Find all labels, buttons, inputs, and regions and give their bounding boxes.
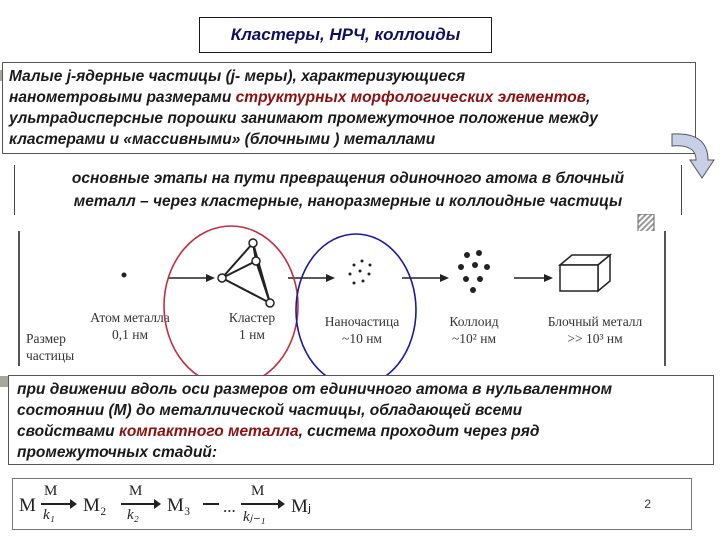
stages-line-1: основные этапы на пути превращения одиночного атома в блочный (71, 170, 625, 187)
motion-text (8, 375, 714, 465)
cluster-size: 1 нм (239, 327, 265, 342)
axis-label-line-2: частицы (26, 348, 75, 363)
formula-dots: ... (223, 497, 236, 516)
axis-label-line-1: Размер (26, 331, 66, 346)
definition-line-4: кластерами и «массивными» (блочными ) металлами (9, 131, 436, 148)
atom-name: Атом металла (90, 310, 170, 325)
formula-over-1: M (44, 483, 58, 499)
definition-highlight: структурных морфологических элементов (235, 89, 587, 106)
formula-arrow-3 (241, 503, 281, 505)
motion-line-4: промежуточных стадий: (17, 444, 218, 461)
label-colloid (424, 313, 524, 347)
atom-size: 0,1 нм (111, 327, 149, 342)
stages-line-2: металл – через кластерные, наноразмерные и коллоидные частицы (73, 193, 623, 210)
formula-k2: k₂ (127, 507, 139, 523)
definition-line-2-start: нанометровыми размерами (9, 89, 236, 106)
bulk-metal-shape (560, 255, 610, 291)
cluster-highlight-circle (164, 226, 298, 386)
motion-line-2: состоянии (М) до металлической частицы, обладающей всеми (17, 402, 523, 419)
formula-arrow-2 (121, 503, 157, 505)
formula-arrowhead (70, 499, 78, 509)
formula-mj: Mⱼ (291, 496, 312, 517)
formula-arrowhead (154, 499, 162, 509)
formula-arrowhead (278, 499, 286, 509)
bulk-metal-size: >> 10³ нм (567, 331, 623, 346)
motion-line-1: при движении вдоль оси размеров от единичного атома в нульвалентном (17, 381, 613, 398)
atom-dot (122, 273, 127, 278)
motion-line-3-end: , система проходит через ряд (298, 423, 540, 440)
arrow-head (440, 274, 449, 282)
motion-highlight: компактного металла (118, 423, 299, 440)
colloid-shape (458, 250, 490, 293)
formula-kj-1: kⱼ₋₁ (243, 509, 266, 525)
nanoparticle-size: ~10 нм (342, 331, 382, 346)
colloid-size: ~10² нм (452, 331, 496, 346)
formula-dash (203, 503, 219, 505)
cluster-name: Кластер (228, 310, 276, 325)
formula-m3: M₃ (167, 495, 191, 516)
arrow-head (544, 274, 553, 282)
definition-line-2 (9, 87, 689, 108)
slide-title: Кластеры, НРЧ, коллоиды (199, 17, 492, 53)
definition-line-2-end: , (586, 89, 591, 106)
formula-m2: M₂ (83, 495, 107, 516)
motion-line-3-start: свойствами (17, 423, 119, 440)
label-bulk-metal (538, 313, 652, 347)
formula-over-2: M (129, 483, 143, 499)
colloid-name: Коллоид (449, 314, 499, 329)
formula-arrow-1 (41, 503, 73, 505)
nanoparticle-highlight-circle (296, 234, 416, 386)
formula-k1: k₁ (43, 507, 55, 523)
formula-m: M (19, 495, 36, 516)
definition-text (2, 62, 696, 154)
nanoparticle-name: Наночастица (324, 314, 400, 329)
motion-line-3 (17, 421, 705, 442)
formula-over-3: M (251, 483, 265, 499)
reaction-formula (12, 478, 692, 530)
definition-line-3: ультрадисперсные порошки занимают промежуточное положение между (9, 110, 598, 127)
page-number: 2 (644, 497, 651, 511)
stages-text (14, 165, 682, 215)
bulk-metal-name: Блочный металл (547, 314, 643, 329)
axis-label (26, 330, 86, 364)
highlight-circles (160, 222, 420, 394)
definition-line-1: Малые j-ядерные частицы (j- меры), характеризующиеся (9, 68, 466, 85)
